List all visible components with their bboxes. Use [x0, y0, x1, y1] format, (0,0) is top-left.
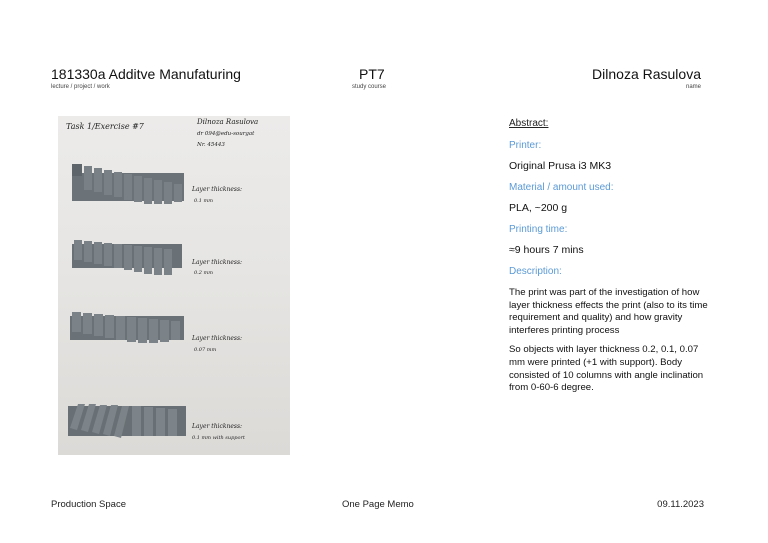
print-sample-1: [72, 164, 184, 204]
printer-label: Printer:: [509, 140, 542, 151]
author-name: Dilnoza Rasulova: [592, 66, 701, 82]
print-sample-4: [68, 404, 186, 438]
note-number: Nr. 45443: [197, 142, 225, 148]
sample-1-label: Layer thickness:: [192, 186, 243, 193]
printing-time-label: Printing time:: [509, 224, 568, 235]
printer-value: Original Prusa i3 MK3: [509, 160, 612, 172]
footer-date: 09.11.2023: [657, 499, 704, 510]
sample-4-label: Layer thickness:: [192, 423, 243, 430]
code-subtitle: study course: [352, 84, 387, 90]
samples-photo-illustration: [58, 116, 290, 455]
note-email: dr 094@edu-sourgat: [197, 131, 255, 137]
sample-3-label: Layer thickness:: [192, 335, 243, 342]
description-paragraph-2: So objects with layer thickness 0.2, 0.1, 0.07 mm were printed (+1 with support). Body consisted of 10 columns with angle inclination from 0-60-6 degree.: [509, 344, 704, 394]
description-label: Description:: [509, 266, 562, 277]
note-task: Task 1/Exercise #7: [66, 122, 144, 131]
samples-photo: [58, 116, 290, 455]
author-subtitle: name: [685, 84, 701, 90]
course-code: PT7: [359, 66, 385, 82]
footer-left: Production Space: [51, 499, 126, 510]
material-value: PLA, ~200 g: [509, 202, 568, 214]
sample-2-label: Layer thickness:: [192, 259, 243, 266]
print-sample-2: [72, 240, 182, 275]
abstract-heading: Abstract:: [509, 118, 549, 129]
material-label: Material / amount used:: [509, 182, 614, 193]
sample-3-value: 0.07 mm: [194, 347, 217, 353]
description-paragraph-1: The print was part of the investigation of how layer thickness effects the print (also to its time requirement and quality) and how gravity interferes printing process: [509, 287, 708, 336]
memo-text-column: [509, 117, 709, 395]
print-sample-3: [70, 312, 184, 343]
printing-time-value: ≈9 hours 7 mins: [509, 244, 584, 256]
sample-2-value: 0.2 mm: [194, 270, 214, 276]
sample-4-value: 0.1 mm with support: [192, 435, 245, 441]
course-title: 181330a Additve Manufaturing: [51, 66, 241, 82]
note-name: Dilnoza Rasulova: [197, 118, 259, 126]
footer-center: One Page Memo: [342, 499, 414, 510]
course-subtitle: lecture / project / work: [51, 84, 110, 90]
sample-1-value: 0.1 mm: [194, 198, 214, 204]
